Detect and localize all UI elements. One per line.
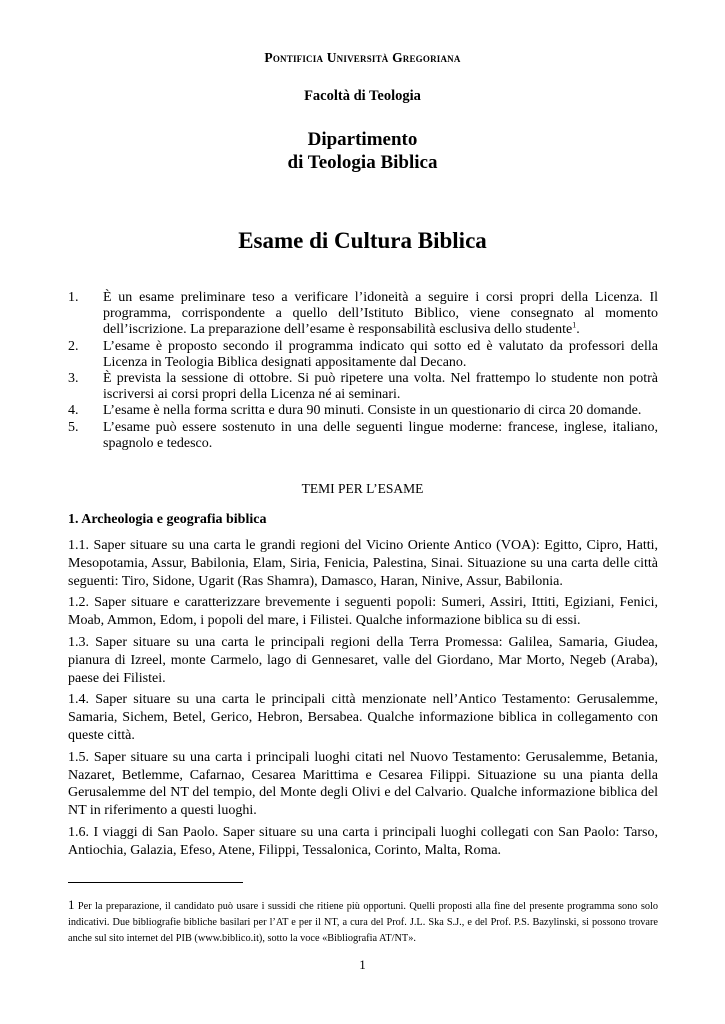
rule-text: L’esame può essere sostenuto in una delle seguenti lingue moderne: francese, inglese, italiano, spagnolo e tedesco. bbox=[103, 419, 658, 451]
rule-item bbox=[68, 371, 658, 403]
footnote-text: Per la preparazione, il candidato può usare i sussidi che ritiene più opportuni. Quelli proposti alla fine del presente programma sono solo indicativi. Due bibliografie bibliche basilari per l’AT e per il NT, a cura del Prof. J.L. Ska S.J., e del Prof. P.S. Bazylinski, si possono trovare anche sul sito internet del PIB (www.biblico.it), sotto la voce «Bibliografia AT/NT». bbox=[68, 901, 658, 944]
rule-text: L’esame è proposto secondo il programma indicato qui sotto ed è valutato da professori della Licenza in Teologia Biblica designati appositamente dal Decano. bbox=[103, 338, 658, 370]
rule-text: L’esame è nella forma scritta e dura 90 minuti. Consiste in un questionario di circa 20 domande. bbox=[103, 403, 642, 419]
rule-item bbox=[68, 403, 658, 419]
rule-item bbox=[68, 339, 658, 371]
page-number: 1 bbox=[359, 957, 366, 972]
rules-list bbox=[68, 290, 658, 452]
footnote-reference[interactable]: 1 bbox=[572, 320, 577, 330]
topic-paragraph: 1.2. Saper situare e caratterizzare brevemente i seguenti popoli: Sumeri, Assiri, Ittiti, Egiziani, Fenici, Moab, Ammon, Edom, i popoli del mare, i Filistei. Qualche informazione biblica su di essi. bbox=[68, 595, 658, 629]
rule-text: È prevista la sessione di ottobre. Si può ripetere una volta. Nel frattempo lo studente non potrà iscriversi ai corsi propri della Licenza né ai seminari. bbox=[103, 371, 658, 403]
topic-paragraph: 1.4. Saper situare su una carta le principali città menzionate nell’Antico Testamento: Gerusalemme, Samaria, Sichem, Betel, Gerico, Hebron, Bersabea. Qualche informazione biblica in collegamento con queste città. bbox=[68, 692, 658, 743]
department-name bbox=[0, 128, 725, 174]
topic-paragraph: 1.3. Saper situare su una carta le principali regioni della Terra Promessa: Galilea, Samaria, Giudea, pianura di Izreel, monte Carmelo, lago di Gennesaret, valle del Giordano, Mar Morto, Negeb (Araba), paese dei Filistei. bbox=[68, 634, 658, 686]
rule-text-tail: . bbox=[576, 322, 580, 338]
department-line-2: di Teologia Biblica bbox=[287, 152, 438, 173]
department-line-1: Dipartimento bbox=[307, 129, 418, 150]
rule-item bbox=[68, 290, 658, 339]
topic-paragraph: 1.5. Saper situare su una carta i principali luoghi citati nel Nuovo Testamento: Gerusalemme, Betania, Nazaret, Betlemme, Cafarnao, Cesarea Marittima e Cesarea Filippi. Situazione su una pianta della Gerusalemme del NT del tempio, del Monte degli Olivi e del Calvario. Qualche informazione biblica del NT in riferimento a questi luoghi. bbox=[68, 749, 658, 819]
page-title: Esame di Cultura Biblica bbox=[238, 228, 487, 253]
rule-text-body: È un esame preliminare teso a verificare l’idoneità a seguire i corsi propri della Licenza. Il programma, corrispondente a quello dell’Istituto Biblico, viene consegnato al momento dell’iscrizione. La preparazione dell’esame è responsabilità esclusiva dello studente bbox=[103, 290, 658, 338]
section-heading: 1. Archeologia e geografia biblica bbox=[68, 512, 267, 527]
rule-number: 2. bbox=[68, 338, 79, 354]
topics-heading: TEMI PER L’ESAME bbox=[301, 481, 424, 496]
rule-item bbox=[68, 420, 658, 452]
topic-paragraph: 1.1. Saper situare su una carta le grandi regioni del Vicino Oriente Antico (VOA): Egitto, Cipro, Hatti, Mesopotamia, Assur, Babilonia, Elam, Siria, Fenicia, Palestina, Sinai. Situazione su una carta delle città seguenti: Tiro, Sidone, Ugarit (Ras Shamra), Damasco, Haran, Ninive, Assur, Babilonia. bbox=[68, 538, 658, 589]
footnote-mark: 1 bbox=[68, 897, 75, 912]
rule-text bbox=[103, 290, 658, 339]
university-name: Pontificia Università Gregoriana bbox=[264, 50, 461, 65]
topic-paragraphs bbox=[68, 537, 658, 864]
rule-number: 4. bbox=[68, 403, 79, 419]
faculty-name: Facoltà di Teologia bbox=[304, 88, 421, 104]
rule-number: 3. bbox=[68, 371, 79, 387]
footnote bbox=[68, 897, 658, 946]
topic-paragraph: 1.6. I viaggi di San Paolo. Saper situare su una carta i principali luoghi collegati con San Paolo: Tarso, Antiochia, Galazia, Efeso, Atene, Filippi, Tessalonica, Corinto, Malta, Roma. bbox=[68, 824, 658, 858]
rule-number: 5. bbox=[68, 419, 79, 435]
footnote-separator bbox=[68, 882, 243, 883]
rule-number: 1. bbox=[68, 290, 79, 305]
